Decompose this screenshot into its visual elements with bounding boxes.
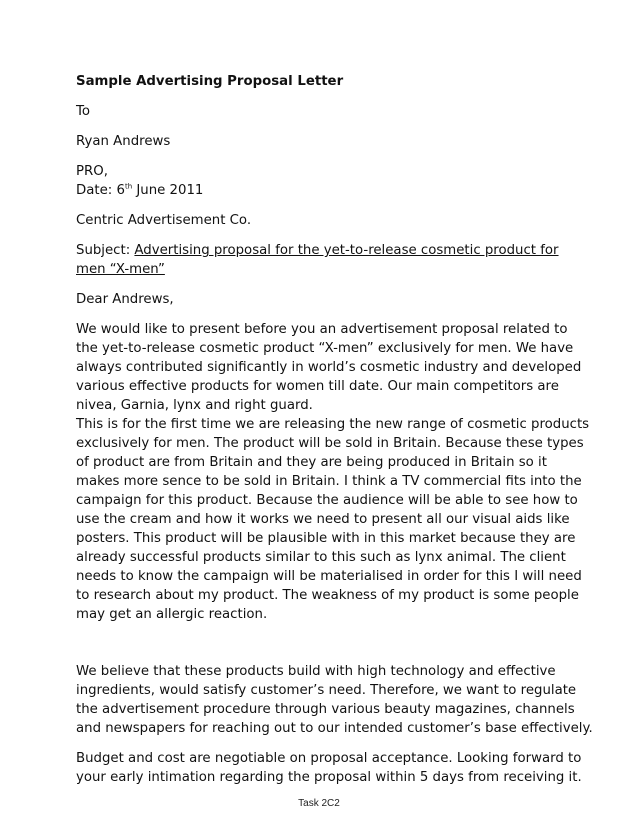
paragraph-line: your early intimation regarding the proposal within 5 days from receiving it.	[76, 770, 582, 785]
body-paragraph-2	[76, 662, 593, 738]
paragraph-line: nivea, Garnia, lynx and right guard.	[76, 398, 313, 413]
subject-label: Subject:	[76, 243, 135, 258]
page-footer: Task 2C2	[298, 798, 340, 809]
subject-text-1: Advertising proposal for the yet-to-release cosmetic product for	[134, 243, 559, 258]
paragraph-line: of product are from Britain and they are being produced in Britain so it	[76, 455, 547, 470]
subject-text-2: men “X-men”	[76, 262, 165, 277]
paragraph-line: Budget and cost are negotiable on proposal acceptance. Looking forward to	[76, 751, 582, 766]
subject-line-1	[76, 241, 576, 260]
paragraph-spacer	[76, 635, 576, 662]
letter-title: Sample Advertising Proposal Letter	[76, 74, 344, 89]
paragraph-line: and newspapers for reaching out to our intended customer’s base effectively.	[76, 721, 593, 736]
paragraph-line: always contributed significantly in world’s cosmetic industry and developed	[76, 360, 582, 375]
paragraph-line: to research about my product. The weakness of my product is some people	[76, 588, 579, 603]
body-paragraph-1	[76, 320, 590, 624]
letter-page	[76, 72, 593, 798]
subject-block	[76, 241, 576, 279]
recipient-role: PRO,	[76, 164, 108, 179]
date-superscript: th	[124, 182, 133, 191]
paragraph-line: various effective products for women till date. Our main competitors are	[76, 379, 559, 394]
paragraph-line: makes more sence to be sold in Britain. I think a TV commercial fits into the	[76, 474, 582, 489]
paragraph-line: We believe that these products build with high technology and effective	[76, 664, 556, 679]
to-label: To	[76, 104, 90, 119]
paragraph-line: This is for the first time we are releasing the new range of cosmetic products	[76, 417, 590, 432]
recipient-block	[76, 162, 576, 200]
paragraph-line: We would like to present before you an advertisement proposal related to	[76, 322, 568, 337]
date-suffix: June 2011	[132, 183, 204, 198]
letter-date	[76, 181, 576, 200]
paragraph-line: use the cream and how it works we need to present all our visual aids like	[76, 512, 570, 527]
paragraph-line: the advertisement procedure through various beauty magazines, channels	[76, 702, 575, 717]
body-paragraph-3	[76, 749, 582, 787]
salutation: Dear Andrews,	[76, 292, 174, 307]
paragraph-line: the yet-to-release cosmetic product “X-men” exclusively for men. We have	[76, 341, 574, 356]
paragraph-line: campaign for this product. Because the audience will be able to see how to	[76, 493, 578, 508]
paragraph-line: posters. This product will be plausible with in this market because they are	[76, 531, 576, 546]
recipient-name: Ryan Andrews	[76, 134, 171, 149]
paragraph-line: ingredients, would satisfy customer’s need. Therefore, we want to regulate	[76, 683, 577, 698]
company-name: Centric Advertisement Co.	[76, 213, 252, 228]
paragraph-line: may get an allergic reaction.	[76, 607, 268, 622]
paragraph-line: needs to know the campaign will be materialised in order for this I will need	[76, 569, 582, 584]
date-prefix: Date: 6	[76, 183, 125, 198]
paragraph-line: already successful products similar to this such as lynx animal. The client	[76, 550, 566, 565]
paragraph-line: exclusively for men. The product will be sold in Britain. Because these types	[76, 436, 584, 451]
